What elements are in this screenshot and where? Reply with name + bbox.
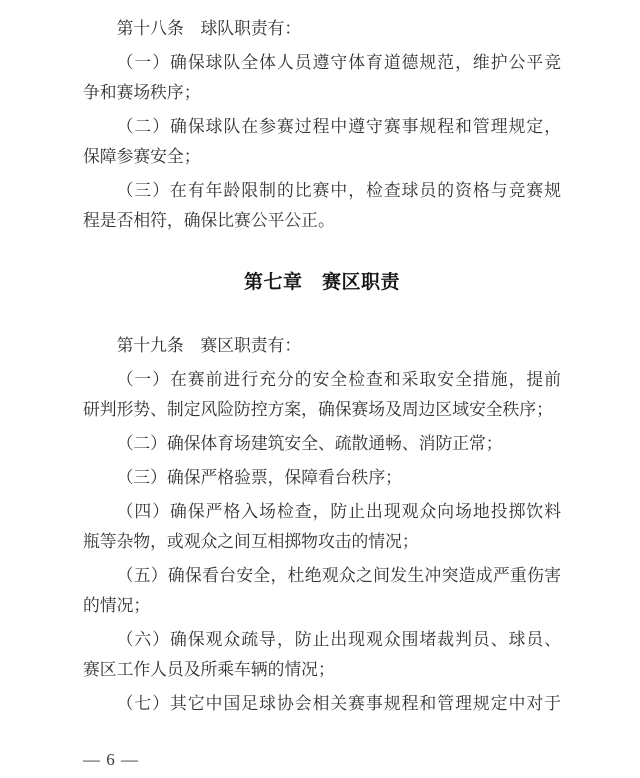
- article-19-item-7: [83, 689, 561, 719]
- text-line: （二）确保体育场建筑安全、疏散通畅、消防正常；: [116, 434, 503, 453]
- article-19-item-3: [83, 463, 561, 493]
- article-18-title-paragraph: [83, 14, 561, 44]
- text-line: （五）确保看台安全，杜绝观众之间发生冲突造成严重伤害: [116, 566, 561, 585]
- chapter-7-heading: 第七章 赛区职责: [243, 272, 400, 293]
- text-line: 程是否相符，确保比赛公平公正。: [83, 211, 335, 230]
- text-line: （二）确保球队在参赛过程中遵守赛事规程和管理规定，: [116, 117, 561, 136]
- text-line: 争和赛场秩序；: [83, 83, 201, 102]
- text-line: 保障参赛安全；: [83, 147, 201, 166]
- article-19-item-4: [83, 497, 561, 557]
- article-19-title-paragraph: [83, 331, 561, 361]
- article-18-item-2: [83, 112, 561, 172]
- article-18-item-1: [83, 48, 561, 108]
- text-line: 研判形势、制定风险防控方案，确保赛场及周边区域安全秩序；: [83, 400, 553, 419]
- text-line: （六）确保观众疏导，防止出现观众围堵裁判员、球员、: [116, 630, 561, 649]
- article-19-item-5: [83, 561, 561, 621]
- document-body: [83, 14, 561, 723]
- text-line: （三）确保严格验票，保障看台秩序；: [116, 468, 402, 487]
- text-line: （三）在有年龄限制的比赛中，检查球员的资格与竞赛规: [116, 181, 561, 200]
- page-number: — 6 —: [83, 750, 139, 769]
- text-line: 赛区工作人员及所乘车辆的情况；: [83, 660, 335, 679]
- article-19-item-1: [83, 365, 561, 425]
- article-19-item-6: [83, 625, 561, 685]
- text-line: 的情况；: [83, 596, 151, 615]
- text-line: （一）在赛前进行充分的安全检查和采取安全措施，提前: [116, 370, 561, 389]
- text-line: （一）确保球队全体人员遵守体育道德规范，维护公平竞: [116, 53, 561, 72]
- text-line: 第十八条 球队职责有：: [116, 19, 302, 38]
- text-line: （四）确保严格入场检查，防止出现观众向场地投掷饮料: [116, 502, 561, 521]
- text-line: 瓶等杂物，或观众之间互相掷物攻击的情况；: [83, 532, 419, 551]
- text-line: （七）其它中国足球协会相关赛事规程和管理规定中对于: [116, 694, 561, 713]
- article-19-item-2: [83, 429, 561, 459]
- text-line: 第十九条 赛区职责有：: [116, 336, 302, 355]
- article-18-item-3: [83, 176, 561, 236]
